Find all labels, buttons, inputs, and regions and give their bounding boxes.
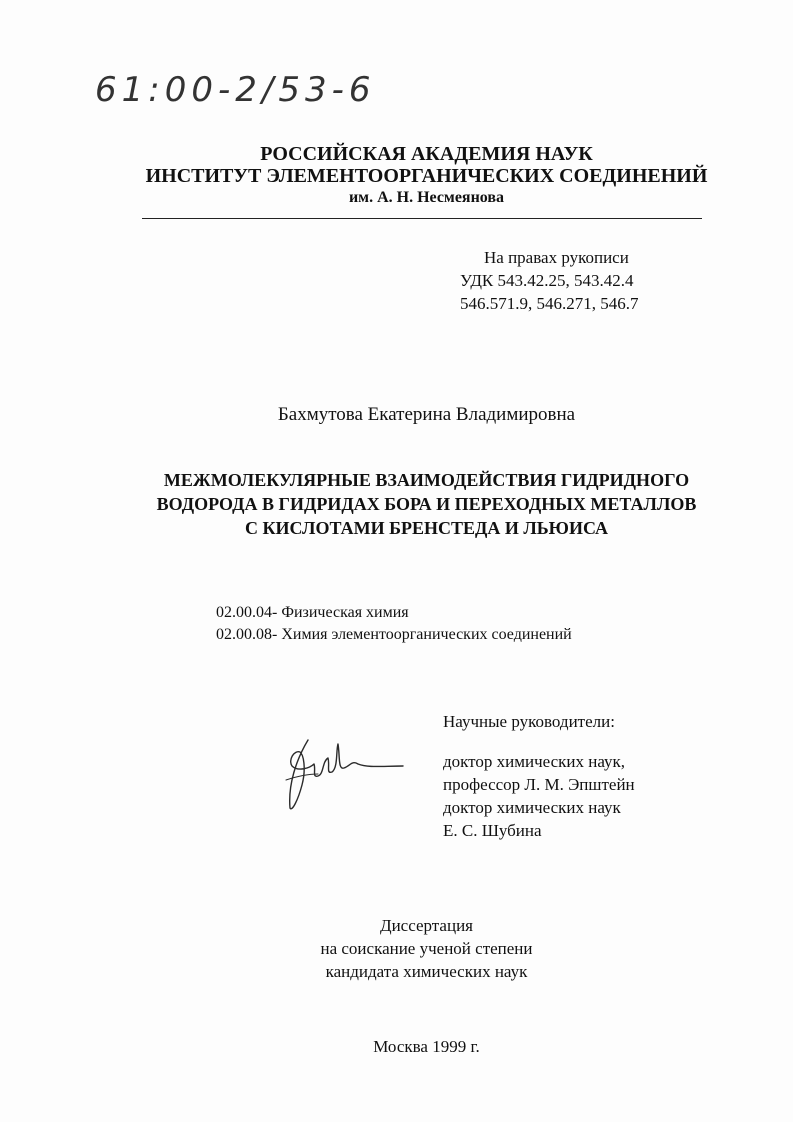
supervisor-line: профессор Л. М. Эпштейн	[443, 775, 635, 794]
institute-name: ИНСТИТУТ ЭЛЕМЕНТООРГАНИЧЕСКИХ СОЕДИНЕНИЙ	[145, 165, 708, 187]
archive-stamp: 61:00-2/53-6	[95, 70, 376, 110]
dissertation-title	[0, 468, 793, 540]
title-line: С КИСЛОТАМИ БРЕНСТЕДА И ЛЬЮИСА	[244, 518, 609, 538]
title-line: ВОДОРОДА В ГИДРИДАХ БОРА И ПЕРЕХОДНЫХ МЕТАЛЛОВ	[156, 494, 697, 514]
handwritten-signature	[278, 730, 408, 815]
degree-line: на соискание ученой степени	[320, 939, 533, 958]
specialties	[216, 602, 572, 646]
specialty-item: 02.00.04- Физическая химия	[216, 604, 409, 621]
udc-codes-line1: УДК 543.42.25, 543.42.4	[460, 271, 634, 290]
rights-block	[460, 246, 639, 315]
supervisors-list	[443, 750, 635, 842]
supervisor-line: доктор химических наук,	[443, 752, 626, 771]
specialty-item: 02.00.08- Химия элементоорганических соединений	[216, 626, 572, 643]
supervisor-line: Е. С. Шубина	[443, 821, 542, 840]
degree-line: кандидата химических наук	[325, 962, 528, 981]
academy-name: РОССИЙСКАЯ АКАДЕМИЯ НАУК	[260, 143, 593, 165]
title-line: МЕЖМОЛЕКУЛЯРНЫЕ ВЗАИМОДЕЙСТВИЯ ГИДРИДНОГО	[163, 470, 690, 490]
udc-codes-line2: 546.571.9, 546.271, 546.7	[460, 294, 639, 313]
header-divider	[142, 218, 702, 219]
institute-dedication: им. А. Н. Несмеянова	[348, 189, 505, 206]
manuscript-rights: На правах рукописи	[484, 248, 629, 267]
supervisor-line: доктор химических наук	[443, 798, 621, 817]
degree-line: Диссертация	[379, 916, 473, 935]
author-name: Бахмутова Екатерина Владимировна	[277, 404, 576, 425]
supervisors-heading: Научные руководители:	[443, 712, 615, 731]
city-year: Москва 1999 г.	[373, 1037, 480, 1056]
degree-statement	[0, 914, 793, 983]
